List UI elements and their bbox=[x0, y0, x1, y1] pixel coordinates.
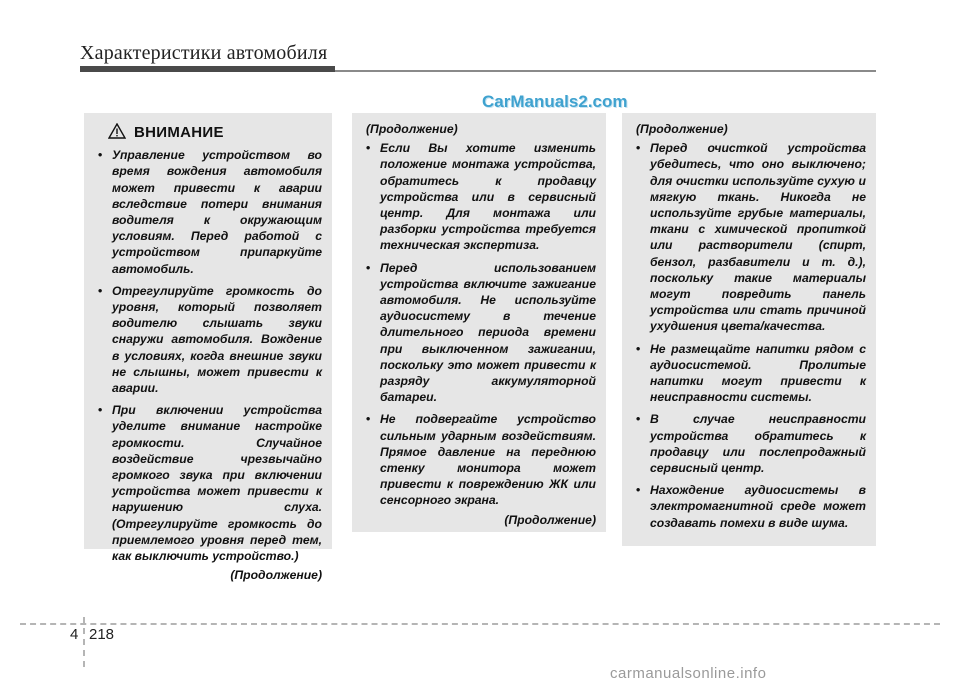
continued-label: (Продолжение) bbox=[636, 122, 728, 136]
warning-title: ВНИМАНИЕ bbox=[134, 124, 224, 141]
continued-label: (Продолжение) bbox=[504, 512, 596, 527]
warning-list bbox=[636, 140, 866, 531]
continued-label: (Продолжение) bbox=[230, 568, 322, 583]
footer-vertical-divider bbox=[83, 617, 85, 667]
list-item: • Если Вы хотите изменить положение монтажа устройства, обратитесь к продавцу устройства или в сервисный центр. Для монтажа или разборки устройства требуется техническая экспертиза. bbox=[366, 140, 596, 253]
warning-triangle-icon bbox=[108, 123, 126, 143]
continued-panel-3 bbox=[622, 113, 876, 546]
page-number: 218 bbox=[89, 626, 115, 643]
list-item: • Перед очисткой устройства убедитесь, что оно выключено; для очистки используйте сухую и мягкую ткань. Никогда не используйте грубые материалы, ткани с химической пропиткой или растворители (спирт, бензол, разбавители и т. д.), поскольку такие материалы могут повредить панель устройства или стать причиной ухудшения цвета/качества. bbox=[636, 140, 866, 334]
warning-list bbox=[98, 147, 322, 564]
list-item: • Не подвергайте устройство сильным ударным воздействиям. Прямое давление на переднюю стенку монитора может привести к повреждению ЖК или сенсорного экрана. bbox=[366, 411, 596, 508]
footer-watermark[interactable]: carmanualsonline.info bbox=[610, 665, 767, 682]
list-item: • Нахождение аудиосистемы в электромагнитной среде может создавать помехи в виде шума. bbox=[636, 482, 866, 531]
list-item: • Управление устройством во время вождения автомобиля может привести к аварии вследствие потери внимания водителя к окружающим условиям. Перед работой с устройством припаркуйте автомобиль. bbox=[98, 147, 322, 277]
warning-panel bbox=[84, 113, 332, 583]
continued-label: (Продолжение) bbox=[366, 122, 458, 136]
chapter-number: 4 bbox=[70, 626, 79, 643]
list-item: • Не размещайте напитки рядом с аудиосистемой. Пролитые напитки могут привести к неисправности системы. bbox=[636, 341, 866, 406]
page-header-title: Характеристики автомобиля bbox=[80, 42, 328, 64]
warning-list bbox=[366, 140, 596, 508]
footer-divider bbox=[20, 623, 940, 625]
list-item: • При включении устройства уделите внимание настройке громкости. Случайное воздействие чрезвычайно громкого звука при включении устройства может привести к нарушению слуха. (Отрегулируйте громкость до приемлемого уровня перед тем, как выключить устройство.) bbox=[98, 402, 322, 564]
list-item: • Перед использованием устройства включите зажигание автомобиля. Не используйте аудиосистему в течение длительного периода времени при выключенном зажигании, поскольку это может привести к разряду аккумуляторной батареи. bbox=[366, 260, 596, 406]
list-item: • Отрегулируйте громкость до уровня, который позволяет водителю слышать звуки снаружи автомобиля. Вождение в условиях, когда внешние звуки не слышны, может привести к аварии. bbox=[98, 283, 322, 396]
list-item: • В случае неисправности устройства обратитесь к продавцу или послепродажный сервисный центр. bbox=[636, 411, 866, 476]
warning-header bbox=[108, 123, 322, 143]
watermark-link[interactable]: CarManuals2.com bbox=[482, 92, 628, 111]
continued-panel-2 bbox=[352, 113, 606, 532]
header-rule-accent bbox=[80, 66, 335, 72]
